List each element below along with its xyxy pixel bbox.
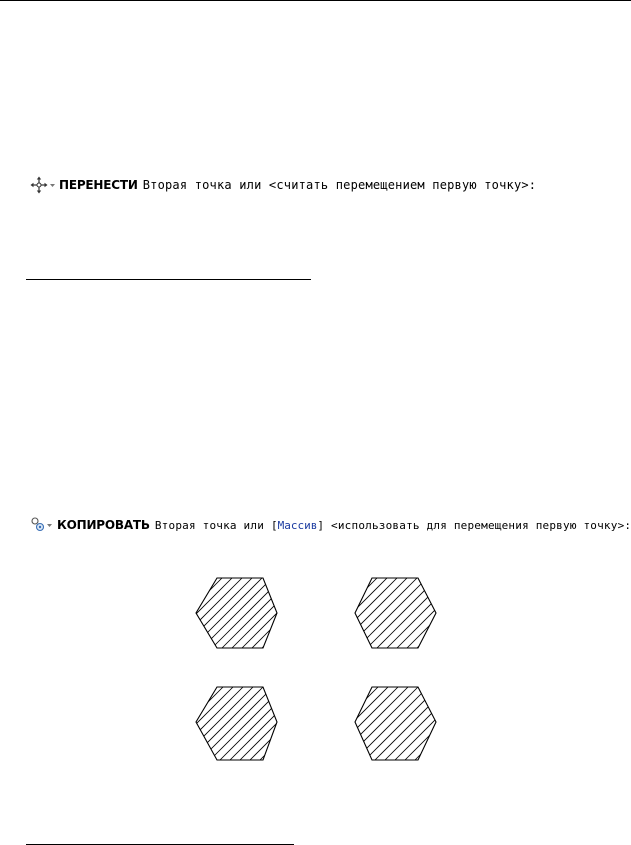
- move-arrows-icon[interactable]: [30, 176, 56, 194]
- hatched-hexagons-drawing: [180, 570, 460, 780]
- top-border-line: [0, 0, 631, 1]
- hexagon-bottom-left: [180, 580, 460, 780]
- copy-command-line[interactable]: [30, 515, 631, 535]
- hexagon-top-left: [180, 570, 460, 670]
- move-command-name: ПЕРЕНЕСТИ: [59, 178, 138, 192]
- divider-line-1: [26, 279, 311, 280]
- option-bracket-close: ]: [317, 518, 325, 532]
- option-bracket-open: [: [271, 518, 278, 532]
- array-option-link[interactable]: Массив: [277, 518, 318, 532]
- copy-command-prompt-end: <использовать для перемещения первую точку>:: [331, 518, 631, 532]
- move-command-prompt: Вторая точка или <считать перемещением первую точку>:: [142, 178, 537, 192]
- copy-command-prompt-start: Вторая точка или: [154, 518, 265, 532]
- move-command-line[interactable]: [30, 175, 536, 195]
- copy-command-name: КОПИРОВАТЬ: [57, 518, 150, 532]
- copy-objects-icon[interactable]: [30, 516, 54, 534]
